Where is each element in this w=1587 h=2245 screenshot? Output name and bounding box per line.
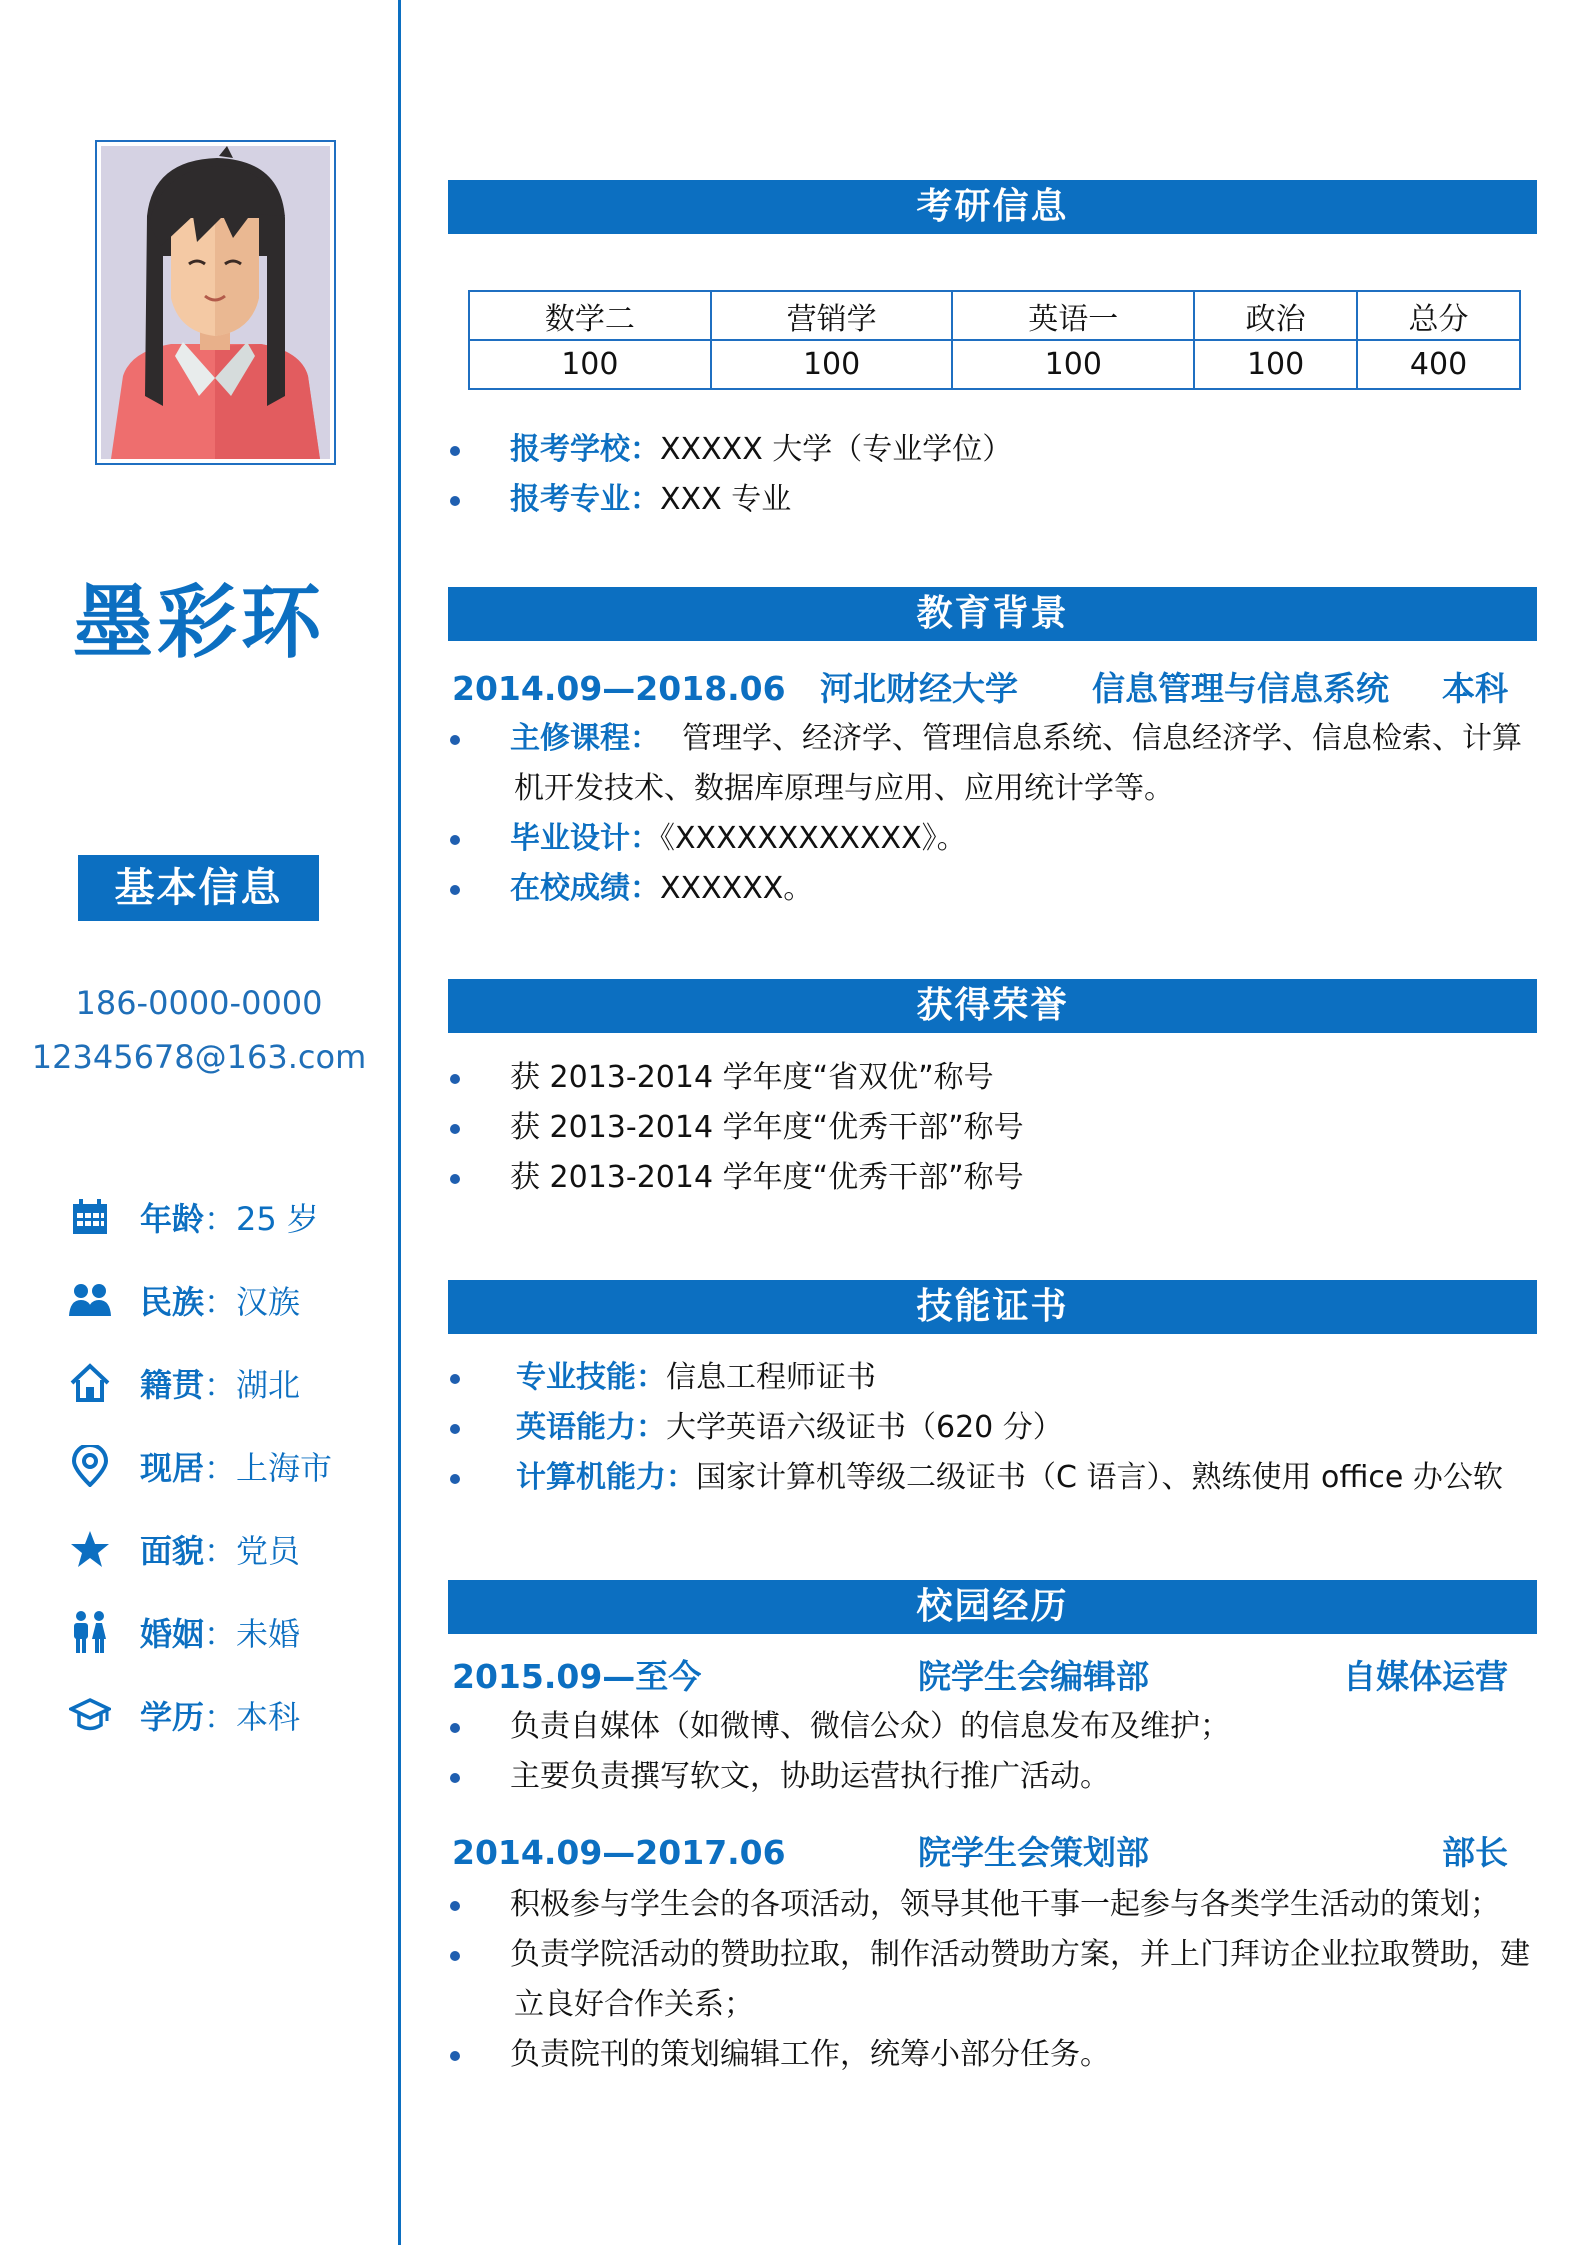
education-period: 2014.09—2018.06 bbox=[452, 669, 786, 708]
table-cell: 100 bbox=[1194, 340, 1357, 389]
info-value: 党员 bbox=[236, 1532, 301, 1570]
item-label: 主修课程： bbox=[510, 721, 660, 756]
item-label: 英语能力： bbox=[516, 1410, 666, 1445]
phone-number: 186-0000-0000 bbox=[75, 984, 323, 1022]
item-label: 计算机能力： bbox=[516, 1460, 696, 1495]
candidate-name: 墨彩环 bbox=[73, 576, 325, 669]
campus-entry-header bbox=[452, 1652, 1508, 1702]
list-item-continuation: 机开发技术、数据库原理与应用、应用统计学等。 bbox=[514, 771, 1174, 806]
info-marital-status: 婚姻 ： 未婚 bbox=[68, 1604, 300, 1660]
info-value: 湖北 bbox=[236, 1366, 301, 1404]
section-title-education: 教育背景 bbox=[448, 587, 1537, 641]
item-value: XXXXXX。 bbox=[660, 871, 814, 906]
campus-line: 积极参与学生会的各项活动，领导其他干事一起参与各类学生活动的策划； bbox=[510, 1887, 1500, 1922]
honor-text: 获 2013-2014 学年度“优秀干部”称号 bbox=[510, 1160, 1024, 1195]
info-value: 本科 bbox=[236, 1698, 301, 1736]
exam-score-table bbox=[468, 290, 1521, 390]
table-row bbox=[469, 340, 1520, 389]
campus-period: 2015.09—至今 bbox=[452, 1657, 702, 1696]
table-header-cell: 英语一 bbox=[952, 291, 1194, 340]
campus-line: 负责自媒体（如微博、微信公众）的信息发布及维护； bbox=[510, 1709, 1230, 1744]
table-header-cell: 营销学 bbox=[711, 291, 953, 340]
item-value: 信息工程师证书 bbox=[666, 1360, 876, 1395]
table-cell: 400 bbox=[1357, 340, 1520, 389]
table-cell: 100 bbox=[952, 340, 1194, 389]
location-pin-icon bbox=[68, 1444, 112, 1488]
section-title-skills: 技能证书 bbox=[448, 1280, 1537, 1334]
column-divider bbox=[398, 0, 401, 2245]
item-value: XXX 专业 bbox=[660, 482, 792, 517]
table-header-cell: 政治 bbox=[1194, 291, 1357, 340]
info-label: 现居 bbox=[140, 1449, 205, 1487]
honor-text: 获 2013-2014 学年度“省双优”称号 bbox=[510, 1060, 994, 1095]
campus-period: 2014.09—2017.06 bbox=[452, 1833, 786, 1872]
education-header-row bbox=[452, 664, 1508, 714]
couple-icon bbox=[68, 1610, 112, 1654]
campus-line: 负责学院活动的赞助拉取，制作活动赞助方案，并上门拜访企业拉取赞助，建 bbox=[510, 1937, 1530, 1972]
campus-entry-header bbox=[452, 1828, 1508, 1878]
item-value: 大学英语六级证书（620 分） bbox=[666, 1410, 1063, 1445]
campus-line: 负责院刊的策划编辑工作，统筹小部分任务。 bbox=[510, 2037, 1110, 2072]
graduation-cap-icon bbox=[68, 1693, 112, 1737]
home-icon bbox=[68, 1361, 112, 1405]
info-value: 未婚 bbox=[236, 1615, 301, 1653]
info-label: 民族 bbox=[140, 1283, 205, 1321]
info-ethnicity: 民族 ： 汉族 bbox=[68, 1272, 300, 1328]
item-label: 报考学校： bbox=[510, 432, 660, 467]
info-label: 面貌 bbox=[140, 1532, 205, 1570]
table-header-cell: 数学二 bbox=[469, 291, 711, 340]
info-value: 25 岁 bbox=[236, 1200, 319, 1238]
calendar-icon bbox=[68, 1195, 112, 1239]
star-icon bbox=[68, 1527, 112, 1571]
section-title-exam: 考研信息 bbox=[448, 180, 1537, 234]
people-icon bbox=[68, 1278, 112, 1322]
campus-org: 院学生会编辑部 bbox=[918, 1657, 1149, 1696]
info-political-status: 面貌 ： 党员 bbox=[68, 1521, 300, 1577]
section-title-honors: 获得荣誉 bbox=[448, 979, 1537, 1033]
info-education: 学历 ： 本科 bbox=[68, 1687, 300, 1743]
info-age: 年龄 ： 25 岁 bbox=[68, 1189, 319, 1245]
item-label: 专业技能： bbox=[516, 1360, 666, 1395]
item-label: 报考专业： bbox=[510, 482, 660, 517]
education-school: 河北财经大学 bbox=[820, 669, 1018, 708]
item-value: 管理学、经济学、管理信息系统、信息经济学、信息检索、计算 bbox=[682, 721, 1522, 756]
section-title-campus: 校园经历 bbox=[448, 1580, 1537, 1634]
item-label: 毕业设计： bbox=[510, 821, 660, 856]
info-label: 学历 bbox=[140, 1698, 205, 1736]
info-label: 年龄 bbox=[140, 1200, 205, 1238]
honor-text: 获 2013-2014 学年度“优秀干部”称号 bbox=[510, 1110, 1024, 1145]
table-cell: 100 bbox=[469, 340, 711, 389]
campus-org: 院学生会策划部 bbox=[918, 1833, 1149, 1872]
list-item-continuation: 立良好合作关系； bbox=[514, 1987, 754, 2022]
info-residence: 现居 ： 上海市 bbox=[68, 1438, 332, 1494]
campus-line: 主要负责撰写软文，协助运营执行推广活动。 bbox=[510, 1759, 1110, 1794]
profile-photo bbox=[95, 140, 336, 465]
basic-info-title: 基本信息 bbox=[78, 855, 319, 921]
table-cell: 100 bbox=[711, 340, 953, 389]
info-label: 籍贯 bbox=[140, 1366, 205, 1404]
table-header-row bbox=[469, 291, 1520, 340]
info-hometown: 籍贯 ： 湖北 bbox=[68, 1355, 300, 1411]
education-degree: 本科 bbox=[1442, 669, 1508, 708]
item-value: 国家计算机等级二级证书（C 语言）、熟练使用 office 办公软 bbox=[696, 1460, 1503, 1495]
info-label: 婚姻 bbox=[140, 1615, 205, 1653]
campus-role: 自媒体运营 bbox=[1343, 1657, 1508, 1696]
education-major: 信息管理与信息系统 bbox=[1092, 669, 1389, 708]
campus-role: 部长 bbox=[1442, 1833, 1508, 1872]
info-value: 上海市 bbox=[236, 1449, 333, 1487]
email-address: 12345678@163.com bbox=[31, 1038, 367, 1076]
item-value: 《XXXXXXXXXXXX》。 bbox=[660, 821, 967, 856]
item-value: XXXXX 大学（专业学位） bbox=[660, 432, 1013, 467]
info-value: 汉族 bbox=[236, 1283, 301, 1321]
item-label: 在校成绩： bbox=[510, 871, 660, 906]
table-header-cell: 总分 bbox=[1357, 291, 1520, 340]
